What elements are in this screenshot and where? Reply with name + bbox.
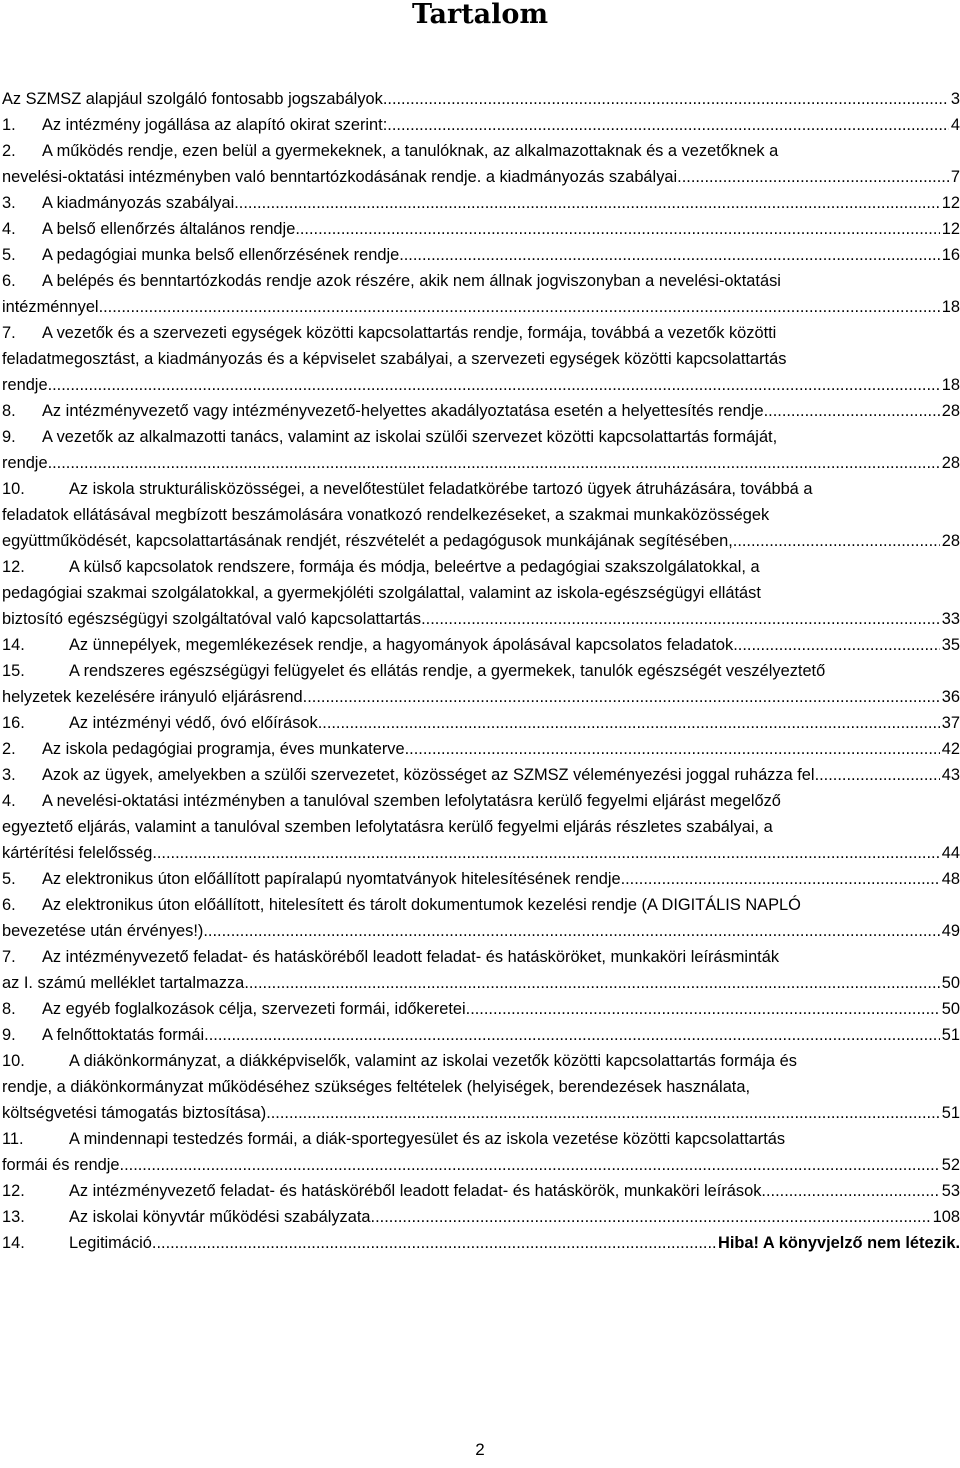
toc-title: Az iskola pedagógiai programja, éves munkaterve bbox=[42, 740, 405, 758]
toc-line bbox=[2, 1230, 960, 1256]
toc-page-number: 42 bbox=[941, 740, 960, 758]
toc-leader-dots bbox=[295, 216, 939, 242]
toc-line bbox=[2, 528, 960, 554]
toc-entry[interactable] bbox=[2, 86, 960, 112]
toc-title: költségvetési támogatás biztosítása) bbox=[2, 1104, 267, 1122]
toc-text bbox=[2, 1230, 152, 1256]
toc-text bbox=[2, 840, 152, 866]
toc-line bbox=[2, 580, 960, 606]
toc-title: feladatok ellátásával megbízott beszámolására vonatkozó rendelkezéseket, a szakmai munkaközösségek bbox=[2, 506, 770, 524]
toc-text bbox=[2, 346, 786, 372]
toc-page-number: 51 bbox=[941, 1026, 960, 1044]
toc-text bbox=[2, 866, 621, 892]
toc-leader-dots bbox=[383, 86, 949, 112]
toc-number: 5. bbox=[2, 870, 16, 888]
toc-text bbox=[2, 190, 234, 216]
toc-text bbox=[2, 138, 778, 164]
toc-text bbox=[2, 918, 203, 944]
toc-entry[interactable] bbox=[2, 944, 960, 996]
toc-title: A diákönkormányzat, a diákképviselők, valamint az iskolai vezetők közötti kapcsolattartás formája és bbox=[69, 1052, 797, 1070]
toc-text bbox=[2, 502, 769, 528]
toc-page-number: 28 bbox=[941, 402, 960, 420]
toc-text bbox=[2, 658, 825, 684]
toc-line bbox=[2, 268, 960, 294]
toc-title: formái és rendje bbox=[2, 1156, 120, 1174]
toc-leader-dots bbox=[421, 606, 940, 632]
toc-text bbox=[2, 996, 466, 1022]
toc-number: 10. bbox=[2, 480, 25, 498]
toc-entry[interactable] bbox=[2, 216, 960, 242]
toc-title: Az intézményvezető feladat- és hatásköréből leadott feladat- és hatásköröket, munkaköri leírásminták bbox=[42, 948, 780, 966]
toc-text bbox=[2, 164, 677, 190]
toc-line bbox=[2, 216, 960, 242]
toc-entry[interactable] bbox=[2, 112, 960, 138]
toc-title: A rendszeres egészségügyi felügyelet és ellátás rendje, a gyermekek, tanulók egészségét veszélyeztető bbox=[69, 662, 826, 680]
toc-entry[interactable] bbox=[2, 892, 960, 944]
toc-number: 9. bbox=[2, 1026, 16, 1044]
toc-line bbox=[2, 476, 960, 502]
toc-page-number: 36 bbox=[941, 688, 960, 706]
toc-text bbox=[2, 398, 764, 424]
toc-line bbox=[2, 632, 960, 658]
toc-title: pedagógiai szakmai szolgálatokkal, a gyermekjóléti szolgálattal, valamint az iskola-egészségügyi ellátást bbox=[2, 584, 761, 602]
toc-page-number: 48 bbox=[941, 870, 960, 888]
toc-leader-dots bbox=[761, 1178, 939, 1204]
toc-line bbox=[2, 1048, 960, 1074]
page-number: 2 bbox=[475, 1440, 485, 1459]
toc-number: 6. bbox=[2, 896, 16, 914]
toc-entry[interactable] bbox=[2, 268, 960, 320]
toc-leader-dots bbox=[266, 1100, 940, 1126]
toc-leader-dots bbox=[815, 762, 940, 788]
toc-text bbox=[2, 528, 733, 554]
toc-title: rendje, a diákönkormányzat működéséhez szükséges feltételek (helyiségek, berendezések használata, bbox=[2, 1078, 751, 1096]
toc-line bbox=[2, 1074, 960, 1100]
toc-text bbox=[2, 268, 781, 294]
toc-leader-dots bbox=[733, 528, 940, 554]
toc-line bbox=[2, 736, 960, 762]
toc-title: A vezetők az alkalmazotti tanács, valamint az iskolai szülői szervezet közötti kapcsolattartás formáját, bbox=[42, 428, 778, 446]
toc-line bbox=[2, 138, 960, 164]
toc-leader-dots bbox=[152, 840, 939, 866]
toc-line bbox=[2, 242, 960, 268]
toc-page-number: 33 bbox=[941, 610, 960, 628]
toc-entry[interactable] bbox=[2, 138, 960, 190]
toc-entry[interactable] bbox=[2, 320, 960, 398]
toc-line bbox=[2, 294, 960, 320]
toc-line bbox=[2, 710, 960, 736]
toc-line bbox=[2, 944, 960, 970]
toc-number: 12. bbox=[2, 558, 25, 576]
toc-line bbox=[2, 1100, 960, 1126]
toc-title: Az egyéb foglalkozások célja, szervezeti formái, időkeretei bbox=[42, 1000, 466, 1018]
toc-line bbox=[2, 866, 960, 892]
toc-text bbox=[2, 710, 318, 736]
toc-entry[interactable] bbox=[2, 1126, 960, 1178]
toc-line bbox=[2, 190, 960, 216]
toc-leader-dots bbox=[733, 632, 940, 658]
toc-title: Az intézményvezető feladat- és hatásköréből leadott feladat- és hatáskörök, munkaköri leírások bbox=[69, 1182, 762, 1200]
toc-line bbox=[2, 788, 960, 814]
toc-number: 4. bbox=[2, 792, 16, 810]
toc-number: 9. bbox=[2, 428, 16, 446]
toc-text bbox=[2, 1100, 266, 1126]
toc-title: egyeztető eljárás, valamint a tanulóval szemben lefolytatásra kerülő fegyelmi eljárás részletes szabályai, a bbox=[2, 818, 773, 836]
toc-leader-dots bbox=[318, 710, 940, 736]
toc-page-number: 4 bbox=[950, 116, 960, 134]
toc-text bbox=[2, 606, 421, 632]
toc-line bbox=[2, 450, 960, 476]
toc-line bbox=[2, 762, 960, 788]
toc-title: Az elektronikus úton előállított, hitelesített és tárolt dokumentumok kezelési rendje (A DIGITÁLIS NAPLÓ bbox=[42, 896, 801, 914]
toc-leader-dots bbox=[677, 164, 949, 190]
toc-page-number: 50 bbox=[941, 974, 960, 992]
toc-entry[interactable] bbox=[2, 1230, 960, 1256]
toc-page-number: 28 bbox=[941, 454, 960, 472]
toc-entry[interactable] bbox=[2, 398, 960, 424]
toc-entry[interactable] bbox=[2, 424, 960, 476]
toc-entry[interactable] bbox=[2, 554, 960, 632]
toc-page-number: 51 bbox=[941, 1104, 960, 1122]
toc-page-number: 12 bbox=[941, 194, 960, 212]
toc-title: A belépés és benntartózkodás rendje azok részére, akik nem állnak jogviszonyban a nevelési-oktatási bbox=[42, 272, 781, 290]
toc-page-number: 53 bbox=[941, 1182, 960, 1200]
toc-page-number: 37 bbox=[941, 714, 960, 732]
toc-title: nevelési-oktatási intézményben való benntartózkodásának rendje. a kiadmányozás szabályai bbox=[2, 168, 678, 186]
toc-title: együttműködését, kapcsolattartásának rendjét, részvételét a pedagógusok munkájának segítésében, bbox=[2, 532, 733, 550]
toc-text bbox=[2, 1022, 204, 1048]
toc-text bbox=[2, 580, 761, 606]
toc-text bbox=[2, 632, 733, 658]
toc-entry[interactable] bbox=[2, 476, 960, 554]
toc-line bbox=[2, 112, 960, 138]
toc-number: 6. bbox=[2, 272, 16, 290]
toc-title: Az iskola strukturálisközösségei, a nevelőtestület feladatkörébe tartozó ügyek átruházására, továbbá a bbox=[69, 480, 813, 498]
toc-page-number: 28 bbox=[941, 532, 960, 550]
toc-entry[interactable] bbox=[2, 762, 960, 788]
toc-text bbox=[2, 684, 303, 710]
toc-entry[interactable] bbox=[2, 1178, 960, 1204]
toc-title: A működés rendje, ezen belül a gyermekeknek, a tanulóknak, az alkalmazottaknak és a vezetőknek a bbox=[42, 142, 779, 160]
toc-line bbox=[2, 1152, 960, 1178]
toc-title: intézménnyel bbox=[2, 298, 99, 316]
toc-leader-dots bbox=[203, 918, 939, 944]
toc-line bbox=[2, 840, 960, 866]
toc-title: A kiadmányozás szabályai bbox=[42, 194, 235, 212]
toc-line bbox=[2, 814, 960, 840]
toc-number: 14. bbox=[2, 1234, 25, 1252]
toc-page-number: 44 bbox=[941, 844, 960, 862]
toc-number: 16. bbox=[2, 714, 25, 732]
toc-title: kártérítési felelősség bbox=[2, 844, 153, 862]
toc-title: Az ünnepélyek, megemlékezések rendje, a hagyományok ápolásával kapcsolatos feladatok bbox=[69, 636, 734, 654]
toc-page-number: 16 bbox=[941, 246, 960, 264]
toc-title: A felnőttoktatás formái bbox=[42, 1026, 205, 1044]
toc-page-number: 3 bbox=[950, 90, 960, 108]
toc-title: feladatmegosztást, a kiadmányozás és a képviselet szabályai, a szervezeti egységek közötti kapcsolattartás bbox=[2, 350, 787, 368]
toc-title: Az iskolai könyvtár működési szabályzata bbox=[69, 1208, 371, 1226]
toc-page-number: 35 bbox=[941, 636, 960, 654]
toc-text bbox=[2, 320, 776, 346]
toc-text bbox=[2, 1152, 120, 1178]
toc-text bbox=[2, 1204, 371, 1230]
toc-leader-dots bbox=[204, 1022, 940, 1048]
toc-text bbox=[2, 242, 399, 268]
toc-entry[interactable] bbox=[2, 1048, 960, 1126]
toc-line bbox=[2, 684, 960, 710]
toc-line bbox=[2, 164, 960, 190]
toc-text bbox=[2, 216, 295, 242]
toc-page-number: 49 bbox=[941, 922, 960, 940]
toc-leader-dots bbox=[466, 996, 940, 1022]
toc-leader-dots bbox=[303, 684, 940, 710]
toc-line bbox=[2, 918, 960, 944]
toc-number: 14. bbox=[2, 636, 25, 654]
toc-title: Az SZMSZ alapjául szolgáló fontosabb jogszabályok bbox=[2, 90, 383, 108]
toc-line bbox=[2, 372, 960, 398]
toc-entry[interactable] bbox=[2, 788, 960, 866]
toc-entry[interactable] bbox=[2, 632, 960, 658]
toc-title: Az intézményvezető vagy intézményvezető-helyettes akadályoztatása esetén a helyettesítés rendje bbox=[42, 402, 764, 420]
toc-text bbox=[2, 970, 244, 996]
toc-entry[interactable] bbox=[2, 658, 960, 710]
toc-title: bevezetése után érvényes!) bbox=[2, 922, 204, 940]
toc-entry[interactable] bbox=[2, 1204, 960, 1230]
toc-page-number: 108 bbox=[932, 1208, 960, 1226]
toc-entry[interactable] bbox=[2, 190, 960, 216]
toc-leader-dots bbox=[371, 1204, 931, 1230]
toc-leader-dots bbox=[399, 242, 940, 268]
toc-page-number: Hiba! A könyvjelző nem létezik. bbox=[718, 1234, 960, 1252]
toc-leader-dots bbox=[152, 1230, 716, 1256]
toc-text bbox=[2, 1074, 750, 1100]
toc-text bbox=[2, 1178, 761, 1204]
toc-title: A mindennapi testedzés formái, a diák-sportegyesület és az iskola vezetése közötti kapcsolattartás bbox=[69, 1130, 786, 1148]
toc-number: 7. bbox=[2, 324, 16, 342]
toc-line bbox=[2, 346, 960, 372]
toc-title: Azok az ügyek, amelyekben a szülői szervezetet, közösséget az SZMSZ véleményezési joggal ruházza fel bbox=[42, 766, 815, 784]
toc-leader-dots bbox=[48, 372, 940, 398]
toc-text bbox=[2, 372, 48, 398]
toc-page-number: 50 bbox=[941, 1000, 960, 1018]
toc-text bbox=[2, 814, 773, 840]
toc-entry[interactable] bbox=[2, 1022, 960, 1048]
toc-number: 8. bbox=[2, 402, 16, 420]
toc-number: 3. bbox=[2, 766, 16, 784]
toc-page-number: 18 bbox=[941, 376, 960, 394]
toc-number: 11. bbox=[2, 1130, 24, 1148]
toc-title: helyzetek kezelésére irányuló eljárásrend bbox=[2, 688, 303, 706]
toc-number: 7. bbox=[2, 948, 16, 966]
toc-number: 10. bbox=[2, 1052, 25, 1070]
toc-line bbox=[2, 320, 960, 346]
toc-line bbox=[2, 996, 960, 1022]
toc-line bbox=[2, 1126, 960, 1152]
toc-entry[interactable] bbox=[2, 736, 960, 762]
toc-text bbox=[2, 762, 815, 788]
toc-leader-dots bbox=[234, 190, 940, 216]
toc-text bbox=[2, 944, 779, 970]
toc-title: A külső kapcsolatok rendszere, formája és módja, beleértve a pedagógiai szakszolgálatokkal, a bbox=[69, 558, 760, 576]
toc-text bbox=[2, 86, 383, 112]
toc-line bbox=[2, 398, 960, 424]
toc-page-number: 52 bbox=[941, 1156, 960, 1174]
toc-number: 4. bbox=[2, 220, 16, 238]
toc-number: 3. bbox=[2, 194, 16, 212]
toc-page-number: 12 bbox=[941, 220, 960, 238]
toc-line bbox=[2, 554, 960, 580]
toc-entry[interactable] bbox=[2, 866, 960, 892]
toc-text bbox=[2, 450, 48, 476]
toc-number: 15. bbox=[2, 662, 25, 680]
toc-title: biztosító egészségügyi szolgáltatóval való kapcsolattartás bbox=[2, 610, 422, 628]
toc-number: 1. bbox=[2, 116, 16, 134]
toc-line bbox=[2, 86, 960, 112]
table-of-contents bbox=[2, 86, 960, 1256]
toc-number: 8. bbox=[2, 1000, 16, 1018]
toc-text bbox=[2, 294, 99, 320]
toc-text bbox=[2, 112, 387, 138]
toc-line bbox=[2, 1178, 960, 1204]
toc-line bbox=[2, 1204, 960, 1230]
toc-title: rendje bbox=[2, 454, 48, 472]
toc-text bbox=[2, 788, 781, 814]
toc-title: A belső ellenőrzés általános rendje bbox=[42, 220, 296, 238]
toc-text bbox=[2, 424, 777, 450]
toc-title: Az elektronikus úton előállított papíralapú nyomtatványok hitelesítésének rendje bbox=[42, 870, 621, 888]
toc-leader-dots bbox=[244, 970, 939, 996]
toc-line bbox=[2, 658, 960, 684]
toc-number: 2. bbox=[2, 142, 16, 160]
toc-text bbox=[2, 554, 760, 580]
toc-text bbox=[2, 476, 812, 502]
toc-title: A pedagógiai munka belső ellenőrzésének rendje bbox=[42, 246, 400, 264]
toc-title: Az intézmény jogállása az alapító okirat szerint: bbox=[42, 116, 388, 134]
toc-number: 2. bbox=[2, 740, 16, 758]
toc-title: A nevelési-oktatási intézményben a tanulóval szemben lefolytatásra kerülő fegyelmi eljárást megelőző bbox=[42, 792, 781, 810]
toc-number: 5. bbox=[2, 246, 16, 264]
toc-leader-dots bbox=[405, 736, 940, 762]
toc-leader-dots bbox=[120, 1152, 940, 1178]
toc-entry[interactable] bbox=[2, 242, 960, 268]
page-title: Tartalom bbox=[411, 0, 549, 30]
toc-title: rendje bbox=[2, 376, 48, 394]
toc-text bbox=[2, 736, 405, 762]
toc-leader-dots bbox=[48, 450, 940, 476]
toc-line bbox=[2, 424, 960, 450]
toc-leader-dots bbox=[99, 294, 940, 320]
toc-title: Az intézményi védő, óvó előírások bbox=[69, 714, 318, 732]
toc-text bbox=[2, 1126, 785, 1152]
toc-entry[interactable] bbox=[2, 710, 960, 736]
toc-title: A vezetők és a szervezeti egységek közötti kapcsolattartás rendje, formája, továbbá a vezetők közötti bbox=[42, 324, 777, 342]
toc-text bbox=[2, 892, 801, 918]
toc-title: az I. számú melléklet tartalmazza bbox=[2, 974, 245, 992]
toc-leader-dots bbox=[621, 866, 940, 892]
toc-line bbox=[2, 892, 960, 918]
toc-number: 13. bbox=[2, 1208, 25, 1226]
toc-line bbox=[2, 502, 960, 528]
toc-leader-dots bbox=[764, 398, 940, 424]
toc-line bbox=[2, 606, 960, 632]
toc-page-number: 43 bbox=[941, 766, 960, 784]
toc-entry[interactable] bbox=[2, 996, 960, 1022]
toc-title: Legitimáció bbox=[69, 1234, 152, 1252]
toc-leader-dots bbox=[387, 112, 949, 138]
toc-line bbox=[2, 1022, 960, 1048]
toc-page-number: 7 bbox=[950, 168, 960, 186]
toc-line bbox=[2, 970, 960, 996]
toc-number: 12. bbox=[2, 1182, 25, 1200]
toc-text bbox=[2, 1048, 797, 1074]
toc-page-number: 18 bbox=[941, 298, 960, 316]
